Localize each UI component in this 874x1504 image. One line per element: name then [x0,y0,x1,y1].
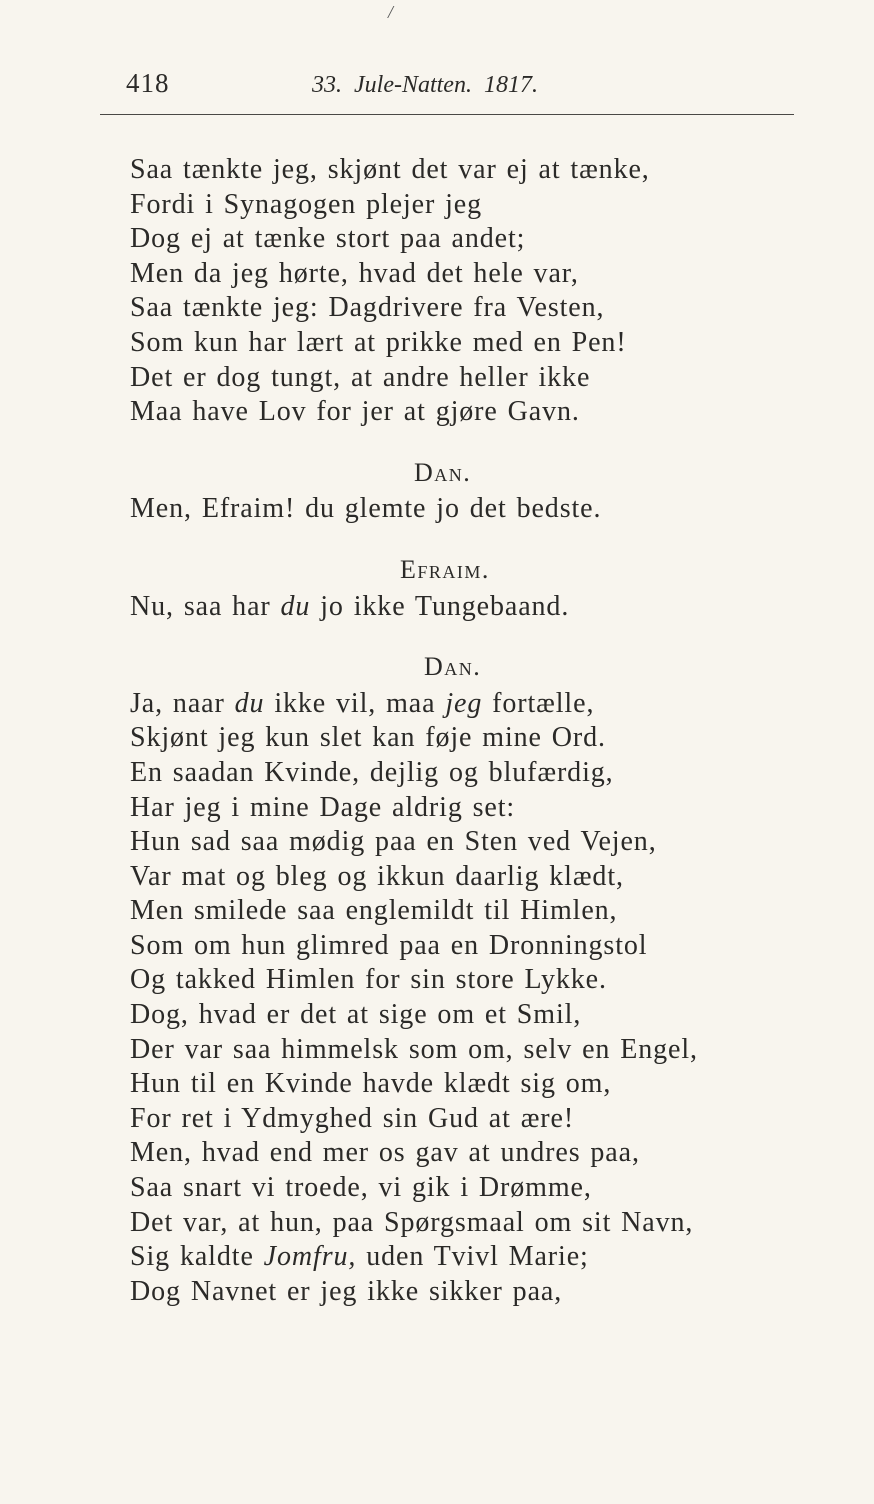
poem-text [130,153,830,1309]
verse-line: Det er dog tungt, at andre heller ikke [130,361,591,393]
verse-line: Maa have Lov for jer at gjøre Gavn. [130,396,580,428]
verse-line: Der var saa himmelsk som om, selv en Engel, [130,1033,698,1065]
speaker-name: Efraim. [400,554,490,584]
verse-line: Dog, hvad er det at sige om et Smil, [130,999,582,1031]
verse-line: Som om hun glimred paa en Dronningstol [130,929,648,961]
section-number: 33. [312,72,342,98]
verse-line: Dog Navnet er jeg ikke sikker paa, [130,1275,563,1307]
text-segment: fortælle, [482,687,595,719]
verse-line: Saa tænkte jeg, skjønt det var ej at tænke, [130,154,650,185]
verse-line: Var mat og bleg og ikkun daarlig klædt, [130,860,624,892]
text-segment: Nu, saa har [130,590,281,622]
verse-line: Men, hvad end mer os gav at undres paa, [130,1137,640,1169]
verse-line [130,687,830,722]
emphasis-text: du [280,590,311,622]
verse-line: En saadan Kvinde, dejlig og blufærdig, [130,756,614,788]
text-segment: ikke vil, maa [264,687,446,719]
title-year: 1817. [483,72,538,98]
verse-line: For ret i Ydmyghed sin Gud at ære! [130,1102,575,1134]
verse-line: Og takked Himlen for sin store Lykke. [130,964,607,996]
verse-line: Saa tænkte jeg: Dagdrivere fra Vesten, [130,292,605,324]
header-rule [100,114,794,115]
title-text: Jule-Natten. [354,72,472,98]
verse-line: Hun til en Kvinde havde klædt sig om, [130,1068,612,1100]
verse-line: Det var, at hun, paa Spørgsmaal om sit Navn, [130,1206,694,1238]
text-segment: uden Tvivl Marie; [356,1241,589,1273]
verse-line [130,590,830,625]
emphasis-text: Jomfru, [263,1241,357,1273]
speaker-name: Dan. [414,457,472,487]
page-number: 418 [126,68,170,98]
text-segment: Ja, naar [130,687,235,719]
verse-line: Har jeg i mine Dage aldrig set: [130,791,516,823]
verse-line: Dog ej at tænke stort paa andet; [130,223,526,255]
verse-line: Men smilede saa englemildt til Himlen, [130,895,618,927]
emphasis-text: jeg [445,687,483,719]
page-header [126,68,726,108]
verse-line: Skjønt jeg kun slet kan føje mine Ord. [130,722,606,754]
top-margin-mark: / [388,2,394,22]
running-title [312,72,550,99]
speaker-name: Dan. [424,652,482,682]
verse-line: Saa snart vi troede, vi gik i Drømme, [130,1172,592,1204]
verse-line [130,1240,830,1275]
verse-line: Men da jeg hørte, hvad det hele var, [130,257,579,289]
verse-line: Som kun har lært at prikke med en Pen! [130,326,627,358]
verse-line: Fordi i Synagogen plejer jeg [130,188,483,220]
verse-line: Hun sad saa mødig paa en Sten ved Vejen, [130,826,657,858]
emphasis-text: du [234,687,265,719]
text-segment: Sig kaldte [130,1241,264,1273]
verse-line: Men, Efraim! du glemte jo det bedste. [130,493,602,525]
text-segment: jo ikke Tungebaand. [310,590,570,622]
